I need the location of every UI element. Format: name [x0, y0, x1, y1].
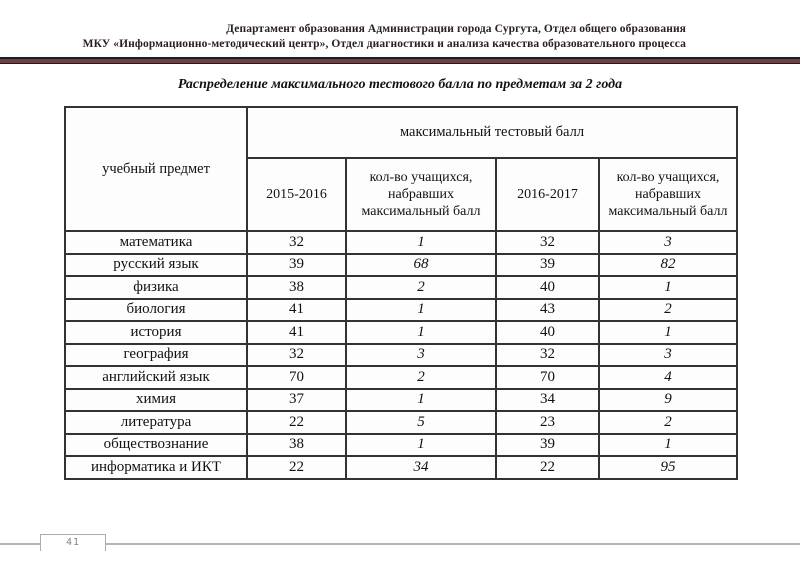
year-2016-header: 2016-2017 — [496, 158, 599, 231]
count-2016-cell: 1 — [599, 434, 737, 457]
page-number: 41 — [65, 537, 81, 548]
score-2015-cell: 32 — [247, 344, 346, 367]
score-2015-cell: 38 — [247, 434, 346, 457]
count-2015-cell: 5 — [346, 411, 496, 434]
table-row — [65, 456, 737, 479]
header-block — [0, 22, 686, 52]
score-2015-cell: 32 — [247, 231, 346, 254]
score-2015-cell: 37 — [247, 389, 346, 412]
footer-line — [0, 543, 800, 545]
count-2016-cell: 2 — [599, 411, 737, 434]
score-2016-cell: 32 — [496, 231, 599, 254]
score-2016-cell: 23 — [496, 411, 599, 434]
score-2016-cell: 32 — [496, 344, 599, 367]
table-row — [65, 411, 737, 434]
score-2016-cell: 22 — [496, 456, 599, 479]
score-2016-cell: 39 — [496, 434, 599, 457]
count-2016-cell: 2 — [599, 299, 737, 322]
accent-bar — [0, 57, 800, 64]
count-2015-cell: 1 — [346, 389, 496, 412]
score-2016-cell: 43 — [496, 299, 599, 322]
subject-cell: география — [65, 344, 247, 367]
subject-cell: английский язык — [65, 366, 247, 389]
subject-cell: русский язык — [65, 254, 247, 277]
score-2015-cell: 22 — [247, 411, 346, 434]
header-line-2: МКУ «Информационно-методический центр», Отдел диагностики и анализа качества образовательного процесса — [82, 38, 686, 50]
page-number-tab — [40, 534, 106, 551]
score-2015-cell: 38 — [247, 276, 346, 299]
table-row — [65, 366, 737, 389]
score-2015-cell: 41 — [247, 321, 346, 344]
table-row — [65, 254, 737, 277]
score-2015-cell: 41 — [247, 299, 346, 322]
table-row — [65, 231, 737, 254]
group-header-cell: максимальный тестовый балл — [247, 107, 737, 158]
count-2016-cell: 95 — [599, 456, 737, 479]
count-2015-cell: 1 — [346, 321, 496, 344]
group-header-row — [65, 107, 737, 158]
count-2015-cell: 2 — [346, 366, 496, 389]
score-2016-cell: 40 — [496, 321, 599, 344]
score-2015-cell: 39 — [247, 254, 346, 277]
subject-cell: биология — [65, 299, 247, 322]
count-2015-cell: 1 — [346, 299, 496, 322]
table-row — [65, 299, 737, 322]
count-2016-header: кол-во учащихся, набравших максимальный балл — [599, 158, 737, 231]
scores-table — [64, 106, 738, 480]
table-row — [65, 344, 737, 367]
score-2015-cell: 70 — [247, 366, 346, 389]
subject-cell: история — [65, 321, 247, 344]
table-row — [65, 389, 737, 412]
score-2016-cell: 39 — [496, 254, 599, 277]
subject-cell: литература — [65, 411, 247, 434]
count-2015-cell: 1 — [346, 231, 496, 254]
header-line-1: Департамент образования Администрации города Сургута, Отдел общего образования — [226, 23, 686, 35]
corner-header-cell: учебный предмет — [65, 107, 247, 231]
count-2016-cell: 3 — [599, 344, 737, 367]
score-2016-cell: 34 — [496, 389, 599, 412]
year-2015-header: 2015-2016 — [247, 158, 346, 231]
page-title: Распределение максимального тестового балла по предметам за 2 года — [177, 77, 623, 92]
count-2016-cell: 3 — [599, 231, 737, 254]
subject-cell: математика — [65, 231, 247, 254]
count-2015-cell: 68 — [346, 254, 496, 277]
table-body — [65, 231, 737, 479]
count-2015-cell: 3 — [346, 344, 496, 367]
subject-cell: информатика и ИКТ — [65, 456, 247, 479]
count-2015-header: кол-во учащихся, набравших максимальный балл — [346, 158, 496, 231]
count-2016-cell: 82 — [599, 254, 737, 277]
subject-cell: химия — [65, 389, 247, 412]
score-2016-cell: 40 — [496, 276, 599, 299]
subject-cell: физика — [65, 276, 247, 299]
table-row — [65, 321, 737, 344]
count-2016-cell: 1 — [599, 276, 737, 299]
count-2016-cell: 1 — [599, 321, 737, 344]
count-2015-cell: 2 — [346, 276, 496, 299]
count-2016-cell: 9 — [599, 389, 737, 412]
table-row — [65, 276, 737, 299]
score-2015-cell: 22 — [247, 456, 346, 479]
count-2015-cell: 34 — [346, 456, 496, 479]
subject-cell: обществознание — [65, 434, 247, 457]
score-2016-cell: 70 — [496, 366, 599, 389]
count-2016-cell: 4 — [599, 366, 737, 389]
count-2015-cell: 1 — [346, 434, 496, 457]
table-row — [65, 434, 737, 457]
